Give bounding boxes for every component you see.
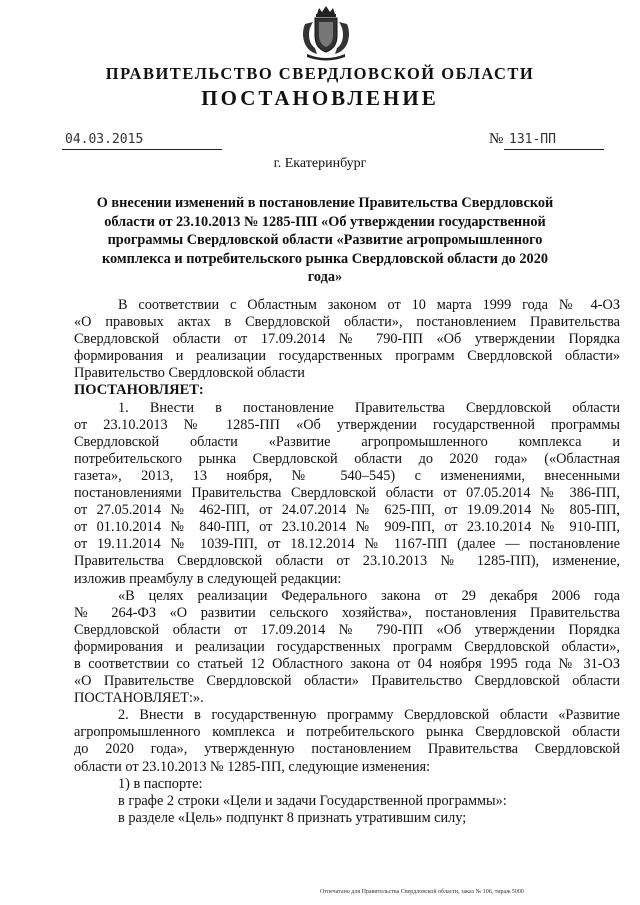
text-line: В соответствии с Областным законом от 10 марта 1999 года № 4-ОЗ: [118, 297, 620, 313]
document-body: [74, 297, 620, 827]
text-line: в разделе «Цель» подпункт 8 признать утратившим силу;: [118, 809, 467, 826]
title-line: комплекса и потребительского рынка Свердловской области до 2020 года»: [101, 250, 549, 285]
text-line: 1) в паспорте:: [118, 775, 203, 792]
text-line: области от 23.10.2013 № 1285-ПП, следующие изменения:: [74, 758, 431, 775]
text-line: в соответствии со статьей 12 Областного закона от 04 ноября 1995 года № 31-ОЗ: [74, 655, 620, 672]
text-line: 1. Внести в постановление Правительства Свердловской области: [118, 399, 620, 416]
text-line: изложив преамбулу в следующей редакции:: [74, 570, 342, 587]
title-line: О внесении изменений в постановление Правительства Свердловской: [96, 195, 554, 211]
city-line: г. Екатеринбург: [273, 156, 367, 171]
text-line: от 19.11.2014 № 1039-ПП, от 18.12.2014 № 1167-ПП (далее — постановление: [74, 536, 620, 553]
date-underline: [62, 149, 222, 150]
text-line: постановлениями Правительства Свердловской области от 07.05.2014 № 386-ПП,: [74, 485, 620, 502]
text-line: формирования и реализации государственных программ Свердловской области»: [74, 348, 620, 365]
text-line: Свердловской области от 17.09.2014 № 790-ПП «Об утверждении Порядка: [74, 331, 620, 348]
print-note: Отпечатано для Правительства Свердловской области, заказ № 106, тираж 5000: [320, 889, 524, 895]
text-line: № 264-ФЗ «О развитии сельского хозяйства», постановления Правительства: [74, 604, 620, 621]
text-line: «О правовых актах в Свердловской области», постановлением Правительства: [74, 314, 620, 331]
text-line: до 2020 года», утвержденную постановлением Правительства Свердловской: [74, 741, 620, 758]
document-date: 04.03.2015: [65, 132, 144, 147]
text-line: от 01.10.2014 № 840-ПП, от 23.10.2014 № 909-ПП, от 23.10.2014 № 910-ПП,: [74, 519, 620, 536]
text-line: Правительства Свердловской области от 23.10.2013 № 1285-ПП), изменение,: [74, 553, 620, 570]
number-sign: №: [489, 131, 504, 147]
text-line: агропромышленного комплекса и потребительского рынка Свердловской области: [74, 724, 620, 741]
text-line: в графе 2 строки «Цели и задачи Государственной программы»:: [118, 792, 507, 809]
text-line: «В целях реализации Федерального закона от 29 декабря 2006 года: [118, 587, 620, 604]
document-type: ПОСТАНОВЛЕНИЕ: [201, 86, 439, 110]
text-line: «О Правительстве Свердловской области» Правительство Свердловской области: [74, 673, 620, 690]
document-number: 131-ПП: [509, 132, 556, 147]
document-title: [95, 194, 555, 287]
coat-of-arms-icon: [297, 4, 355, 62]
title-line: программы Свердловской области «Развитие агропромышленного: [107, 232, 543, 248]
number-underline: [504, 149, 604, 150]
text-line: от 27.05.2014 № 462-ПП, от 24.07.2014 № 625-ПП, от 19.09.2014 № 805-ПП,: [74, 502, 620, 519]
text-line: Правительство Свердловской области: [74, 365, 305, 382]
text-line: газета», 2013, 13 ноября, № 540–545) с изменениями, внесенными: [74, 467, 620, 484]
text-line: потребительского рынка Свердловской области до 2020 года» («Областная: [74, 450, 620, 467]
text-line: формирования и реализации государственных программ Свердловской области»,: [74, 638, 620, 655]
organization-name: ПРАВИТЕЛЬСТВО СВЕРДЛОВСКОЙ ОБЛАСТИ: [105, 64, 535, 83]
text-line: ПОСТАНОВЛЯЕТ:».: [74, 690, 204, 707]
text-line: Свердловской области от 17.09.2014 № 790-ПП «Об утверждении Порядка: [74, 621, 620, 638]
text-line: 2. Внести в государственную программу Свердловской области «Развитие: [118, 707, 620, 724]
title-line: области от 23.10.2013 № 1285-ПП «Об утверждении государственной: [104, 213, 546, 230]
resolves-heading: ПОСТАНОВЛЯЕТ:: [74, 382, 204, 399]
text-line: от 23.10.2013 № 1285-ПП «Об утверждении государственной программы: [74, 416, 620, 433]
text-line: Свердловской области «Развитие агропромышленного комплекса и: [74, 433, 620, 450]
